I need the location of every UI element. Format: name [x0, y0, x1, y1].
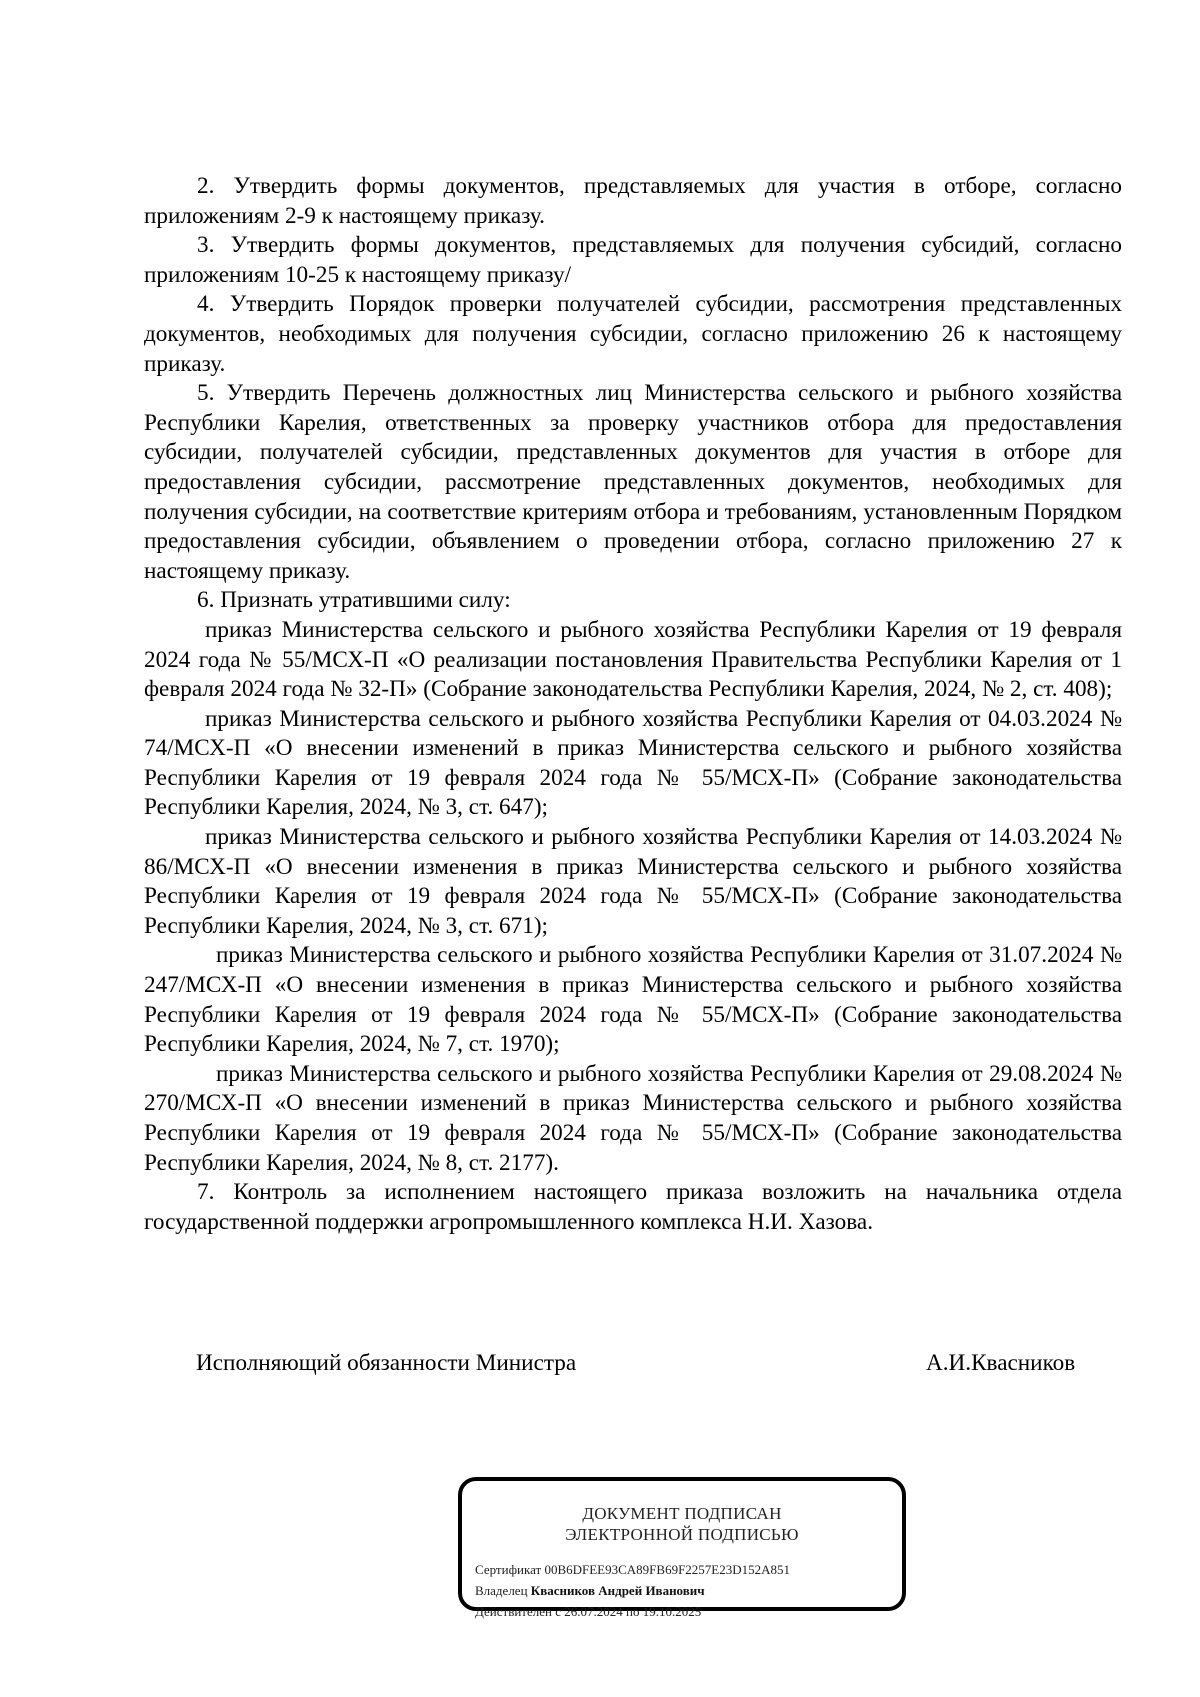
valid-to: 19.10.2025 [642, 1604, 702, 1619]
valid-label: Действителен с [475, 1604, 561, 1619]
stamp-validity [475, 1603, 701, 1621]
paragraph-6: 6. Признать утратившими силу: [197, 587, 511, 614]
paragraph-3: 3. Утвердить формы документов, представляемых для получения субсидий, согласно приложениям 10-25 к настоящему приказу/ [144, 232, 1122, 288]
stamp-title-line2: ЭЛЕКТРОННОЙ ПОДПИСЬЮ [565, 1525, 799, 1544]
paragraph-5: 5. Утвердить Перечень должностных лиц Министерства сельского и рыбного хозяйства Республики Карелия, ответственных за проверку участников отбора для предоставления субсидии, получателей субсидии, представленных документов для участия в отборе для предоставления субсидии, рассмотрение представленных документов, необходимых для получения субсидии, на соответствие критериям отбора и требованиям, установленным Порядком предоставления субсидии, объявлением о проведении отбора, согласно приложению 27 к настоящему приказу. [144, 380, 1122, 584]
valid-to-label: по [626, 1604, 640, 1619]
stamp-title-line1: ДОКУМЕНТ ПОДПИСАН [582, 1504, 782, 1523]
valid-from: 26.07.2024 [564, 1604, 623, 1619]
signatory-position: Исполняющий обязанности Министра [196, 1350, 577, 1376]
revoked-order-4: приказ Министерства сельского и рыбного хозяйства Республики Карелия от 31.07.2024 № 247/МСХ-П «О внесении изменения в приказ Министерства сельского и рыбного хозяйства Республики Карелия от 19 февраля 2024 года № 55/МСХ-П» (Собрание законодательства Республики Карелия, 2024, № 7, ст. 1970); [144, 942, 1122, 1058]
owner-value: Квасников Андрей Иванович [530, 1583, 705, 1598]
paragraph-2: 2. Утвердить формы документов, представляемых для участия в отборе, согласно приложениям 2-9 к настоящему приказу. [144, 173, 1122, 229]
revoked-order-1: приказ Министерства сельского и рыбного хозяйства Республики Карелия от 19 февраля 2024 года № 55/МСХ-П «О реализации постановления Правительства Республики Карелия от 1 февраля 2024 года № 32-П» (Собрание законодательства Республики Карелия, 2024, № 2, ст. 408); [144, 616, 1122, 703]
paragraph-4: 4. Утвердить Порядок проверки получателей субсидии, рассмотрения представленных документов, необходимых для получения субсидии, согласно приложению 26 к настоящему приказу. [144, 291, 1122, 377]
stamp-owner [475, 1582, 705, 1600]
certificate-label: Сертификат [475, 1562, 542, 1577]
electronic-signature-stamp [458, 1477, 906, 1619]
owner-label: Владелец [475, 1583, 528, 1598]
revoked-order-3: приказ Министерства сельского и рыбного хозяйства Республики Карелия от 14.03.2024 № 86/МСХ-П «О внесении изменения в приказ Министерства сельского и рыбного хозяйства Республики Карелия от 19 февраля 2024 года № 55/МСХ-П» (Собрание законодательства Республики Карелия, 2024, № 3, ст. 671); [144, 824, 1122, 939]
revoked-order-5: приказ Министерства сельского и рыбного хозяйства Республики Карелия от 29.08.2024 № 270/МСХ-П «О внесении изменений в приказ Министерства сельского и рыбного хозяйства Республики Карелия от 19 февраля 2024 года № 55/МСХ-П» (Собрание законодательства Республики Карелия, 2024, № 8, ст. 2177). [144, 1060, 1122, 1176]
stamp-certificate [475, 1561, 790, 1579]
paragraph-7: 7. Контроль за исполнением настоящего приказа возложить на начальника отдела государственной поддержки агропромышленного комплекса Н.И. Хазова. [144, 1179, 1122, 1235]
order-body [144, 172, 1122, 1237]
signatory-name: А.И.Квасников [926, 1350, 1076, 1376]
revoked-order-2: приказ Министерства сельского и рыбного хозяйства Республики Карелия от 04.03.2024 № 74/МСХ-П «О внесении изменений в приказ Министерства сельского и рыбного хозяйства Республики Карелия от 19 февраля 2024 года № 55/МСХ-П» (Собрание законодательства Республики Карелия, 2024, № 3, ст. 647); [144, 705, 1122, 821]
certificate-value: 00B6DFEE93CA89FB69F2257E23D152A851 [544, 1562, 791, 1577]
